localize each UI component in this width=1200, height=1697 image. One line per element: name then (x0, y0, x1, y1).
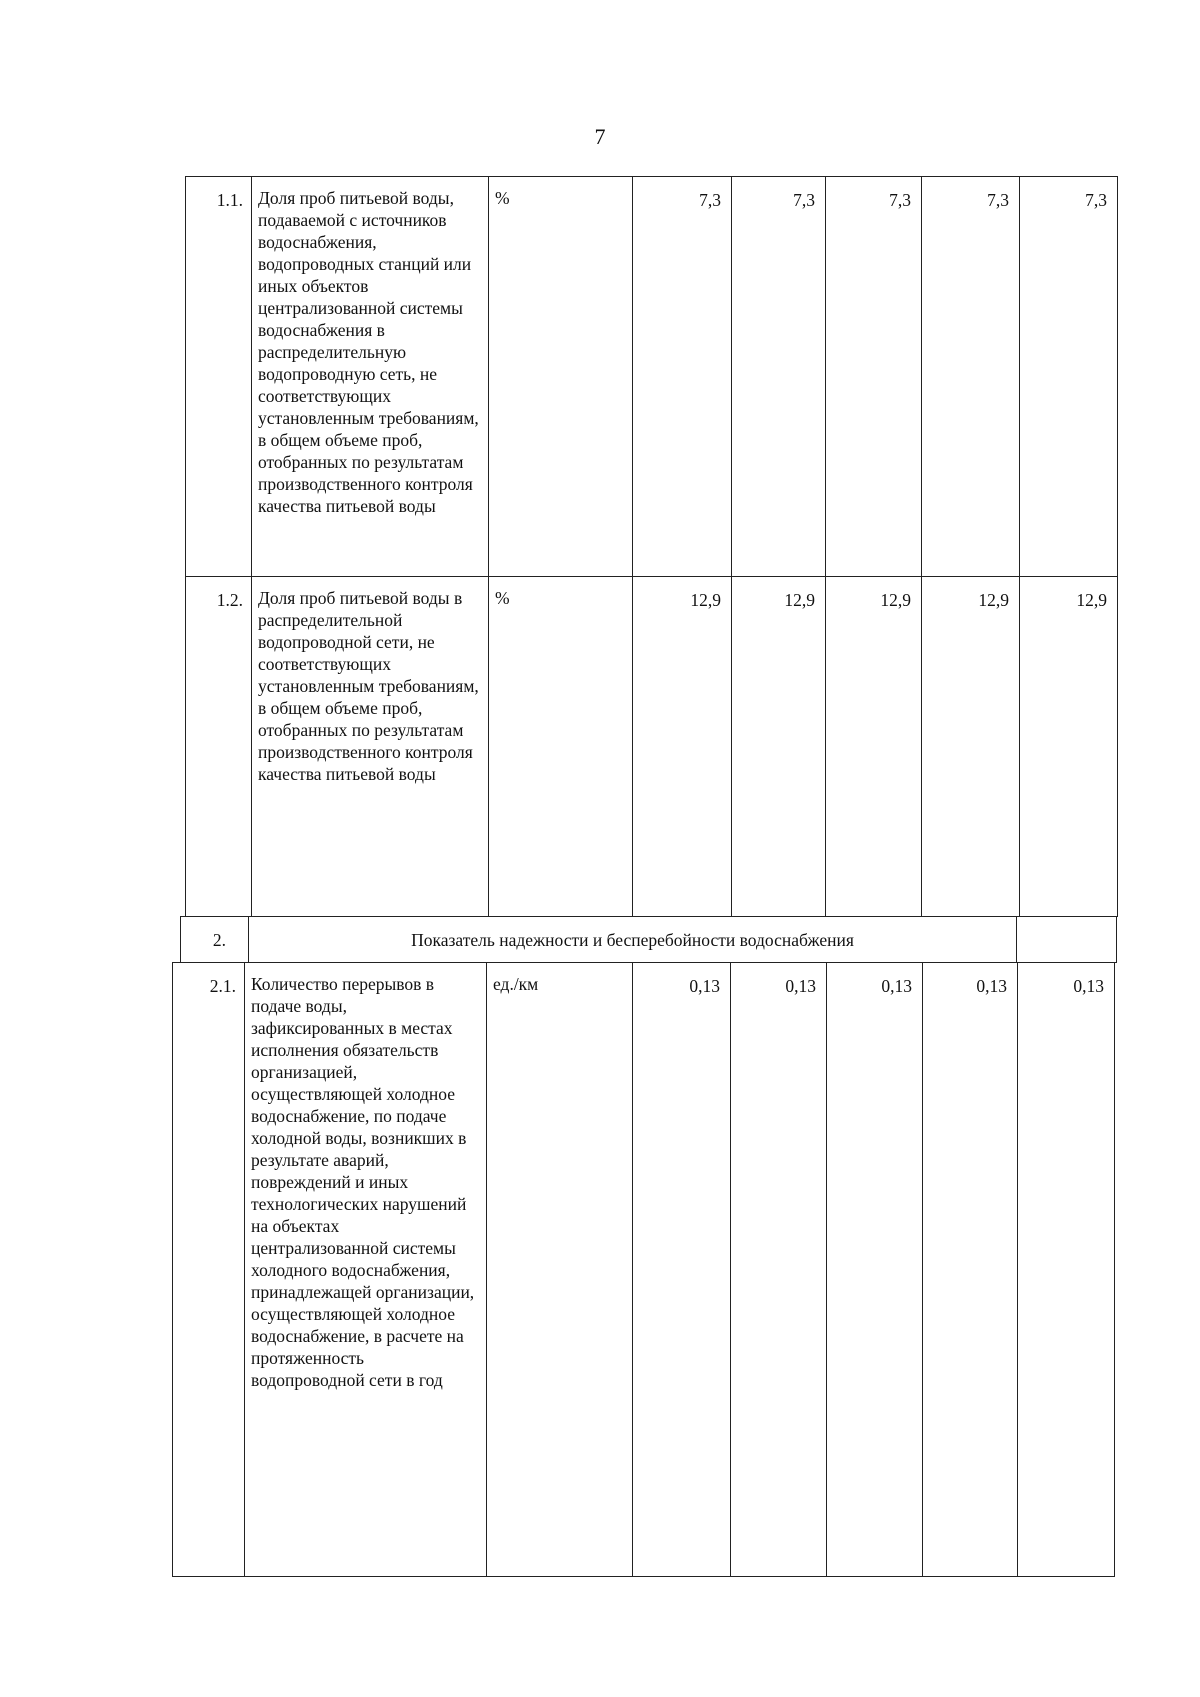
value-cell: 12,9 (1020, 577, 1118, 917)
value-cell: 0,13 (827, 963, 923, 1577)
row-number: 1.1. (186, 177, 252, 577)
section-row (181, 917, 1117, 963)
value-cell: 12,9 (922, 577, 1020, 917)
unit-cell: ед./км (487, 963, 633, 1577)
table-row (186, 177, 1118, 577)
value-cell: 0,13 (923, 963, 1018, 1577)
row-number: 2.1. (173, 963, 245, 1577)
value-cell: 12,9 (732, 577, 826, 917)
value-cell: 7,3 (633, 177, 732, 577)
indicator-description: Доля проб питьевой воды в распределительной водопроводной сети, не соответствующих установленным требованиям, в общем объеме проб, отобранных по результатам производственного контроля качества питьевой воды (252, 577, 489, 917)
value-cell: 12,9 (633, 577, 732, 917)
value-cell: 7,3 (1020, 177, 1118, 577)
value-cell: 12,9 (826, 577, 922, 917)
value-cell: 7,3 (922, 177, 1020, 577)
indicators-table-lower (172, 962, 1115, 1577)
indicators-table-section (180, 916, 1117, 963)
value-cell: 0,13 (633, 963, 731, 1577)
indicator-description: Количество перерывов в подаче воды, зафиксированных в местах исполнения обязательств организацией, осуществляющей холодное водоснабжение, по подаче холодной воды, возникших в результате аварий, повреждений и иных технологических нарушений на объектах централизованной системы холодного водоснабжения, принадлежащей организации, осуществляющей холодное водоснабжение, в расчете на протяженность водопроводной сети в год (245, 963, 487, 1577)
indicators-table-upper (185, 176, 1118, 917)
unit-cell: % (489, 177, 633, 577)
value-cell: 7,3 (826, 177, 922, 577)
page-number: 7 (594, 124, 606, 149)
indicator-description: Доля проб питьевой воды, подаваемой с источников водоснабжения, водопроводных станций или иных объектов централизованной системы водоснабжения в распределительную водопроводную сеть, не соответствующих установленным требованиям, в общем объеме проб, отобранных по результатам производственного контроля качества питьевой воды (252, 177, 489, 577)
value-cell: 0,13 (1018, 963, 1115, 1577)
row-number: 1.2. (186, 577, 252, 917)
empty-cell (1017, 917, 1117, 963)
section-number: 2. (181, 917, 249, 963)
table-row (173, 963, 1115, 1577)
table-row (186, 577, 1118, 917)
value-cell: 0,13 (731, 963, 827, 1577)
unit-cell: % (489, 577, 633, 917)
value-cell: 7,3 (732, 177, 826, 577)
section-title: Показатель надежности и бесперебойности водоснабжения (249, 917, 1017, 963)
